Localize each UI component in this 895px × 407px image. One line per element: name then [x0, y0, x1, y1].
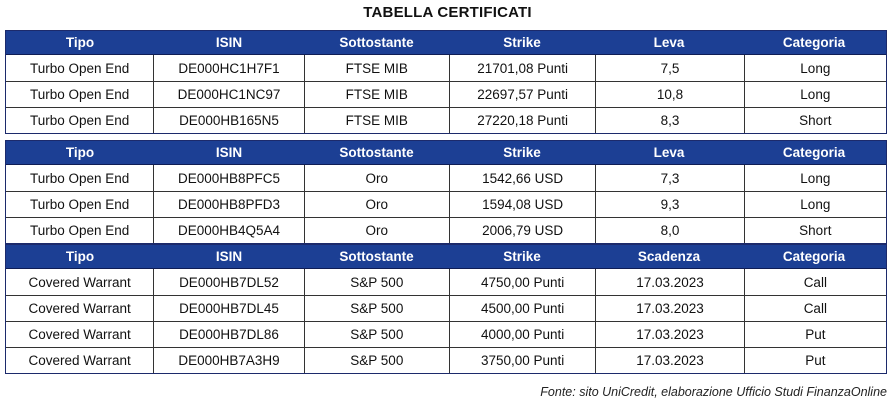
cell-sottostante: FTSE MIB: [304, 82, 449, 107]
cell-categoria: Long: [744, 82, 886, 107]
source-note: Fonte: sito UniCredit, elaborazione Ufficio Studi FinanzaOnline: [540, 385, 887, 399]
cell-leva: 8,0: [595, 218, 743, 243]
cell-leva: 7,3: [595, 165, 743, 191]
cell-scadenza: 17.03.2023: [595, 348, 743, 373]
cell-sottostante: S&P 500: [304, 269, 449, 295]
header-strike: Strike: [503, 35, 541, 50]
cell-strike: 3750,00 Punti: [449, 348, 595, 373]
cell-leva: 7,5: [595, 55, 743, 81]
header-sottostante: Sottostante: [339, 35, 414, 50]
header-tipo: Tipo: [65, 35, 95, 50]
table-header-row: [6, 141, 886, 165]
cell-strike: 4750,00 Punti: [449, 269, 595, 295]
table-row: [6, 217, 886, 243]
header-strike: Strike: [503, 145, 541, 160]
cell-sottostante: Oro: [304, 165, 449, 191]
certificates-table-ftse-mib: [5, 30, 887, 134]
cell-isin: DE000HB7DL52: [153, 269, 303, 295]
header-sottostante: Sottostante: [339, 249, 414, 264]
cell-tipo: Covered Warrant: [28, 301, 131, 316]
cell-isin: DE000HC1H7F1: [153, 55, 303, 81]
header-leva: Leva: [653, 145, 685, 160]
cell-tipo: Turbo Open End: [30, 197, 130, 212]
cell-scadenza: 17.03.2023: [595, 322, 743, 347]
header-categoria: Categoria: [782, 249, 846, 264]
cell-sottostante: FTSE MIB: [304, 108, 449, 133]
cell-tipo: Turbo Open End: [30, 87, 130, 102]
header-scadenza: Scadenza: [637, 249, 701, 264]
header-strike: Strike: [503, 249, 541, 264]
certificates-table-oro: [5, 140, 887, 244]
table-row: [6, 107, 886, 133]
cell-categoria: Long: [744, 192, 886, 217]
cell-categoria: Call: [744, 296, 886, 321]
table-header-row: [6, 245, 886, 269]
page-title: TABELLA CERTIFICATI: [363, 4, 532, 21]
header-tipo: Tipo: [65, 249, 95, 264]
cell-scadenza: 17.03.2023: [595, 269, 743, 295]
table-row: [6, 81, 886, 107]
table-row: [6, 55, 886, 81]
cell-tipo: Covered Warrant: [28, 327, 131, 342]
cell-sottostante: Oro: [304, 218, 449, 243]
certificates-table-sp500: [5, 244, 887, 374]
cell-isin: DE000HB7DL45: [153, 296, 303, 321]
cell-categoria: Put: [744, 322, 886, 347]
header-tipo: Tipo: [65, 145, 95, 160]
header-isin: ISIN: [215, 35, 243, 50]
cell-tipo: Turbo Open End: [30, 113, 130, 128]
cell-tipo: Turbo Open End: [30, 60, 130, 76]
header-sottostante: Sottostante: [339, 145, 414, 160]
cell-isin: DE000HB165N5: [153, 108, 303, 133]
cell-sottostante: S&P 500: [304, 322, 449, 347]
header-leva: Leva: [653, 35, 685, 50]
cell-isin: DE000HC1NC97: [153, 82, 303, 107]
cell-leva: 8,3: [595, 108, 743, 133]
cell-isin: DE000HB8PFC5: [153, 165, 303, 191]
cell-sottostante: Oro: [304, 192, 449, 217]
cell-tipo: Turbo Open End: [30, 223, 130, 238]
cell-categoria: Long: [744, 55, 886, 81]
cell-sottostante: S&P 500: [304, 348, 449, 373]
cell-sottostante: FTSE MIB: [304, 55, 449, 81]
header-isin: ISIN: [215, 249, 243, 264]
cell-strike: 22697,57 Punti: [449, 82, 595, 107]
header-categoria: Categoria: [782, 35, 846, 50]
cell-tipo: Covered Warrant: [28, 353, 131, 368]
cell-categoria: Short: [744, 108, 886, 133]
header-isin: ISIN: [215, 145, 243, 160]
cell-leva: 10,8: [595, 82, 743, 107]
cell-tipo: Turbo Open End: [30, 170, 130, 186]
cell-isin: DE000HB7DL86: [153, 322, 303, 347]
table-row: [6, 347, 886, 373]
table-row: [6, 295, 886, 321]
cell-isin: DE000HB7A3H9: [153, 348, 303, 373]
cell-strike: 2006,79 USD: [449, 218, 595, 243]
cell-strike: 27220,18 Punti: [449, 108, 595, 133]
table-row: [6, 321, 886, 347]
cell-categoria: Put: [744, 348, 886, 373]
cell-strike: 1542,66 USD: [449, 165, 595, 191]
cell-isin: DE000HB4Q5A4: [153, 218, 303, 243]
cell-strike: 21701,08 Punti: [449, 55, 595, 81]
cell-strike: 4000,00 Punti: [449, 322, 595, 347]
cell-isin: DE000HB8PFD3: [153, 192, 303, 217]
cell-categoria: Long: [744, 165, 886, 191]
table-row: [6, 191, 886, 217]
cell-categoria: Call: [744, 269, 886, 295]
table-row: [6, 165, 886, 191]
cell-categoria: Short: [744, 218, 886, 243]
table-row: [6, 269, 886, 295]
cell-tipo: Covered Warrant: [28, 274, 131, 290]
table-header-row: [6, 31, 886, 55]
cell-scadenza: 17.03.2023: [595, 296, 743, 321]
cell-sottostante: S&P 500: [304, 296, 449, 321]
cell-strike: 4500,00 Punti: [449, 296, 595, 321]
header-categoria: Categoria: [782, 145, 846, 160]
cell-strike: 1594,08 USD: [449, 192, 595, 217]
cell-leva: 9,3: [595, 192, 743, 217]
